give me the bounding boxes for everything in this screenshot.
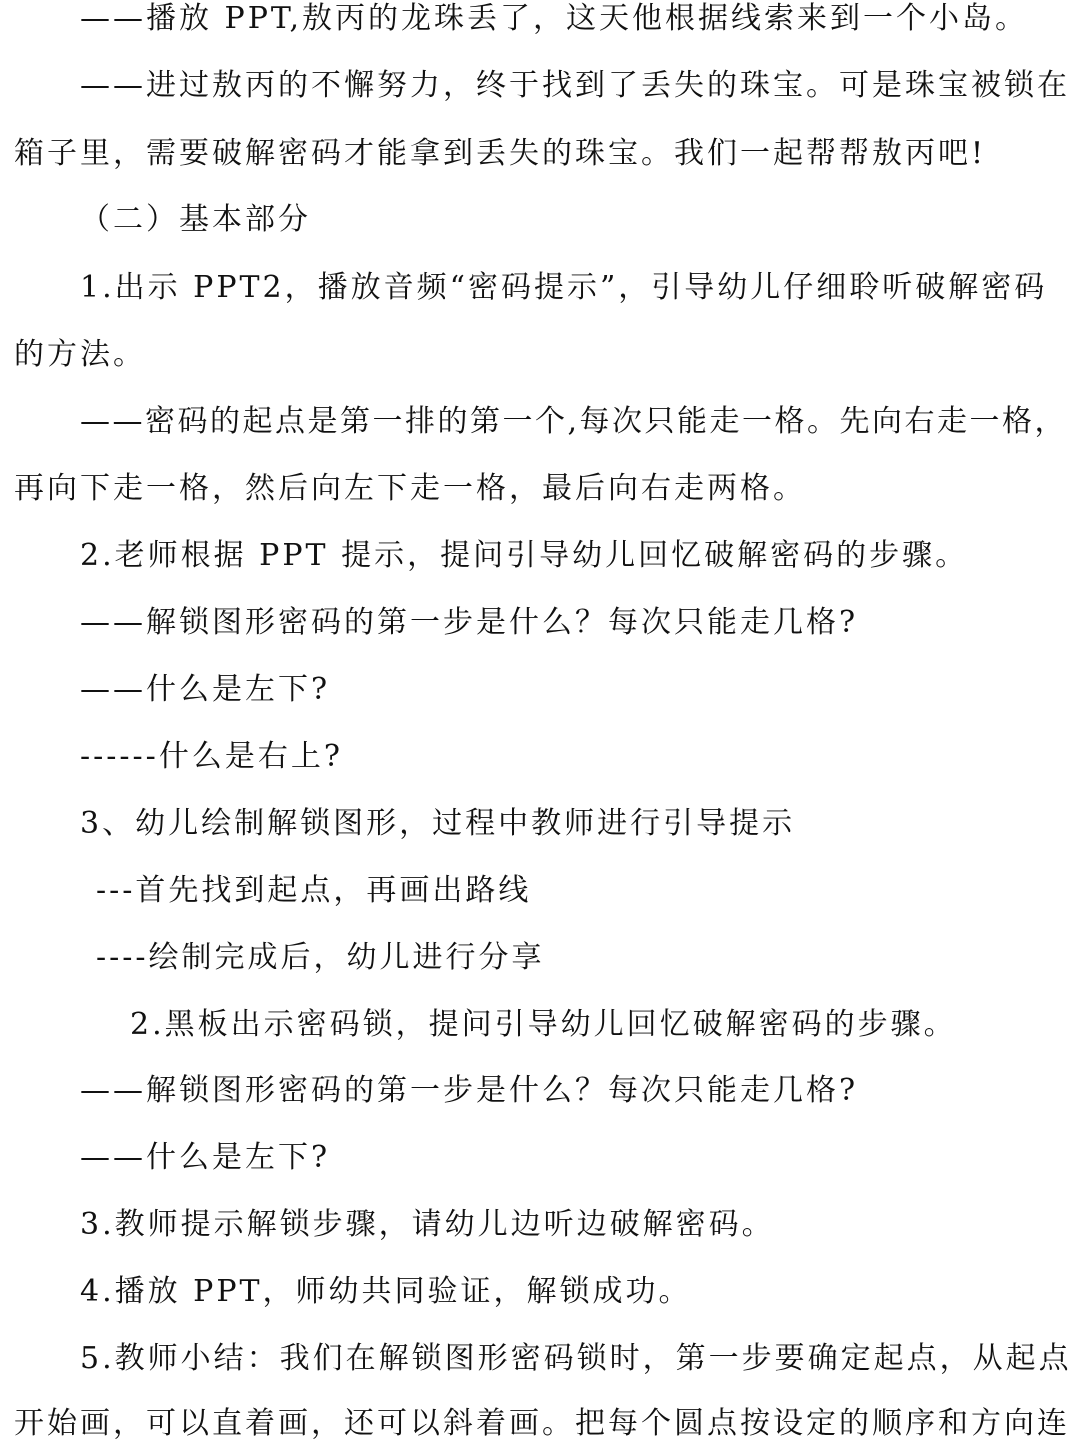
- text-line: 3.教师提示解锁步骤，请幼儿边听边破解密码。: [80, 1207, 775, 1242]
- text-line: 4.播放 PPT，师幼共同验证，解锁成功。: [80, 1274, 692, 1309]
- text-line: ——什么是左下?: [80, 672, 331, 707]
- text-line: ------什么是右上?: [80, 739, 343, 774]
- text-line: ——密码的起点是第一排的第一个,每次只能走一格。先向右走一格，: [80, 404, 1068, 439]
- text-line: 开始画，可以直着画，还可以斜着画。把每个圆点按设定的顺序和方向连: [14, 1406, 1070, 1441]
- section-heading: （二）基本部分: [80, 202, 311, 237]
- text-line: ----绘制完成后，幼儿进行分享: [96, 940, 545, 975]
- text-line: ——进过敖丙的不懈努力，终于找到了丢失的珠宝。可是珠宝被锁在: [80, 68, 1070, 103]
- text-line: ——播放 PPT,敖丙的龙珠丢了，这天他根据线索来到一个小岛。: [80, 1, 1029, 36]
- text-line: ---首先找到起点，再画出路线: [96, 873, 532, 908]
- text-line: ——什么是左下?: [80, 1140, 331, 1175]
- text-line: 箱子里，需要破解密码才能拿到丢失的珠宝。我们一起帮帮敖丙吧!: [14, 136, 987, 171]
- text-line: ——解锁图形密码的第一步是什么？每次只能走几格?: [80, 1073, 859, 1108]
- text-line: ——解锁图形密码的第一步是什么？每次只能走几格?: [80, 605, 859, 640]
- text-line: 2.黑板出示密码锁，提问引导幼儿回忆破解密码的步骤。: [130, 1007, 957, 1042]
- text-line: 1.出示 PPT2，播放音频“密码提示”，引导幼儿仔细聆听破解密码: [80, 270, 1048, 305]
- text-line: 的方法。: [14, 337, 146, 372]
- text-line: 再向下走一格，然后向左下走一格，最后向右走两格。: [14, 471, 806, 506]
- text-line: 2.老师根据 PPT 提示，提问引导幼儿回忆破解密码的步骤。: [80, 538, 969, 573]
- text-line: 5.教师小结：我们在解锁图形密码锁时，第一步要确定起点，从起点: [80, 1341, 1072, 1376]
- text-line: 3、幼儿绘制解锁图形，过程中教师进行引导提示: [80, 806, 796, 841]
